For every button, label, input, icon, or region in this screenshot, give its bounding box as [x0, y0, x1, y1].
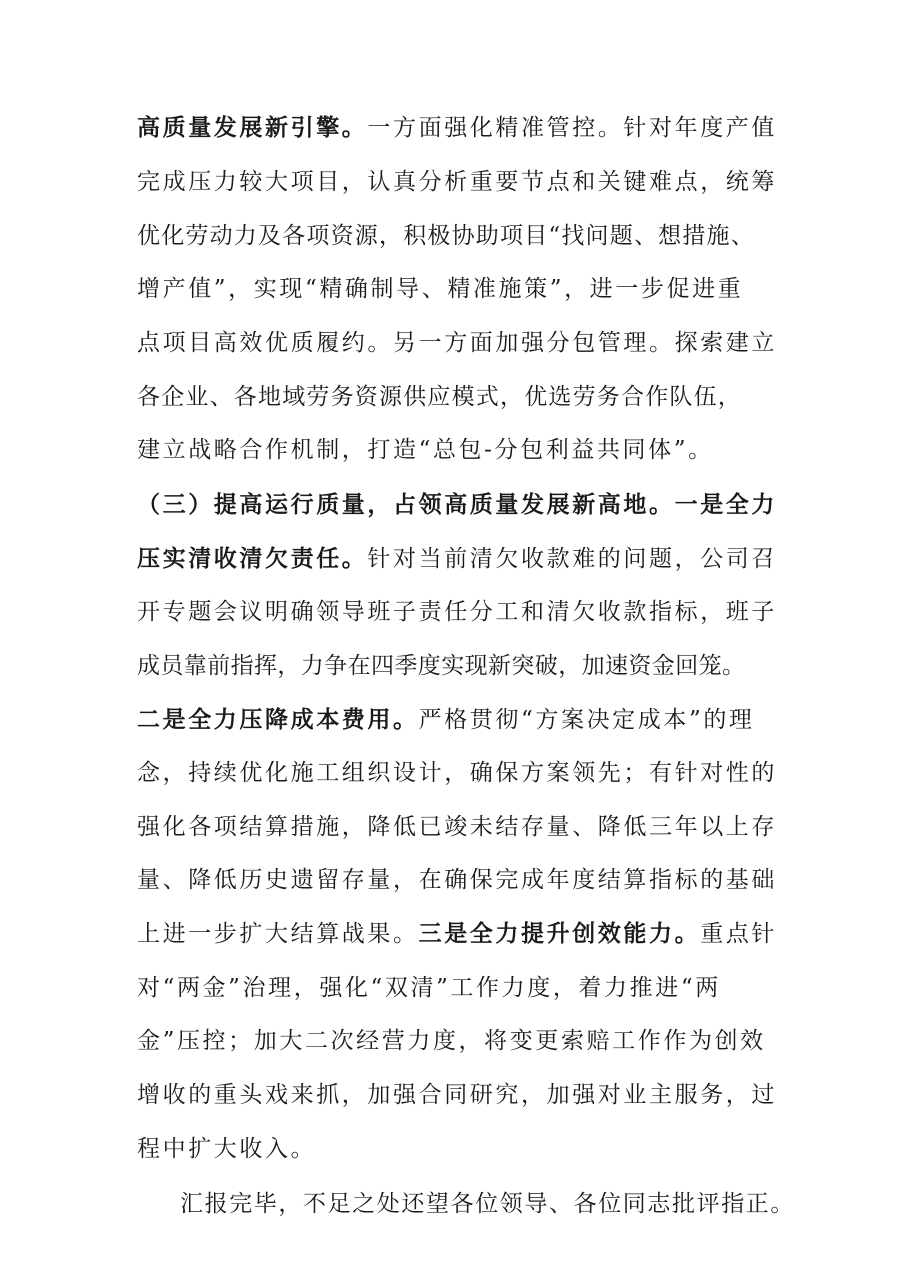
paragraph-line: [137, 543, 778, 575]
paragraph-line: 强化各项结算措施，降低已竣未结存量、降低三年以上存: [137, 814, 777, 840]
paragraph-line: 增产值”，实现“精确制导、精准施策”，进一步促进重: [137, 276, 744, 302]
paragraph-line: 程中扩大收入。: [137, 1136, 317, 1162]
section-heading: （三）提高运行质量，占领高质量发展新高地。一是全力: [137, 491, 777, 518]
paragraph-line: 金”压控；加大二次经营力度，将变更索赔工作作为创效: [137, 1028, 766, 1054]
paragraph-line: [137, 489, 777, 521]
paragraph-line: 优化劳动力及各项资源，积极协助项目“找问题、想措施、: [137, 223, 755, 249]
paragraph-line: 建立战略合作机制，打造“总包-分包利益共同体”。: [137, 437, 714, 463]
body-text: 一方面强化精准管控。针对年度产值: [367, 115, 778, 141]
paragraph-line: [137, 918, 778, 950]
paragraph-line: 完成压力较大项目，认真分析重要节点和关键难点，统筹: [137, 169, 777, 195]
bold-heading-text: 三是全力提升创效能力。: [418, 920, 701, 947]
paragraph-line: [137, 112, 778, 144]
bold-heading-text: 压实清收清欠责任。: [137, 545, 368, 572]
paragraph-line: 开专题会议明确领导班子责任分工和清欠收款指标，班子: [137, 599, 777, 625]
closing-statement: 汇报完毕，不足之处还望各位领导、各位同志批评指正。: [180, 1191, 795, 1217]
body-text: 重点针: [700, 921, 778, 947]
paragraph-line: 量、降低历史遗留存量，在确保完成年度结算指标的基础: [137, 867, 777, 893]
paragraph-line: 对“两金”治理，强化“双清”工作力度，着力推进“两: [137, 975, 721, 1001]
bold-heading-text: 高质量发展新引擎。: [137, 114, 368, 141]
paragraph-line: [137, 704, 757, 736]
bold-heading-text: 二是全力压降成本费用。: [137, 706, 419, 733]
body-text: 严格贯彻“方案决定成本”的理: [418, 707, 755, 733]
paragraph-line: 点项目高效优质履约。另一方面加强分包管理。探索建立: [137, 330, 777, 356]
paragraph-line: 念，持续优化施工组织设计，确保方案领先；有针对性的: [137, 760, 777, 786]
paragraph-line: 成员靠前指挥，力争在四季度实现新突破，加速资金回笼。: [137, 653, 746, 679]
paragraph-line: 增收的重头戏来抓，加强合同研究，加强对业主服务，过: [137, 1082, 777, 1108]
paragraph-line: 各企业、各地域劳务资源供应模式，优选劳务合作队伍，: [137, 384, 742, 410]
body-text: 针对当前清欠收款难的问题，公司召: [367, 546, 778, 572]
body-text: 上进一步扩大结算战果。: [137, 921, 419, 947]
